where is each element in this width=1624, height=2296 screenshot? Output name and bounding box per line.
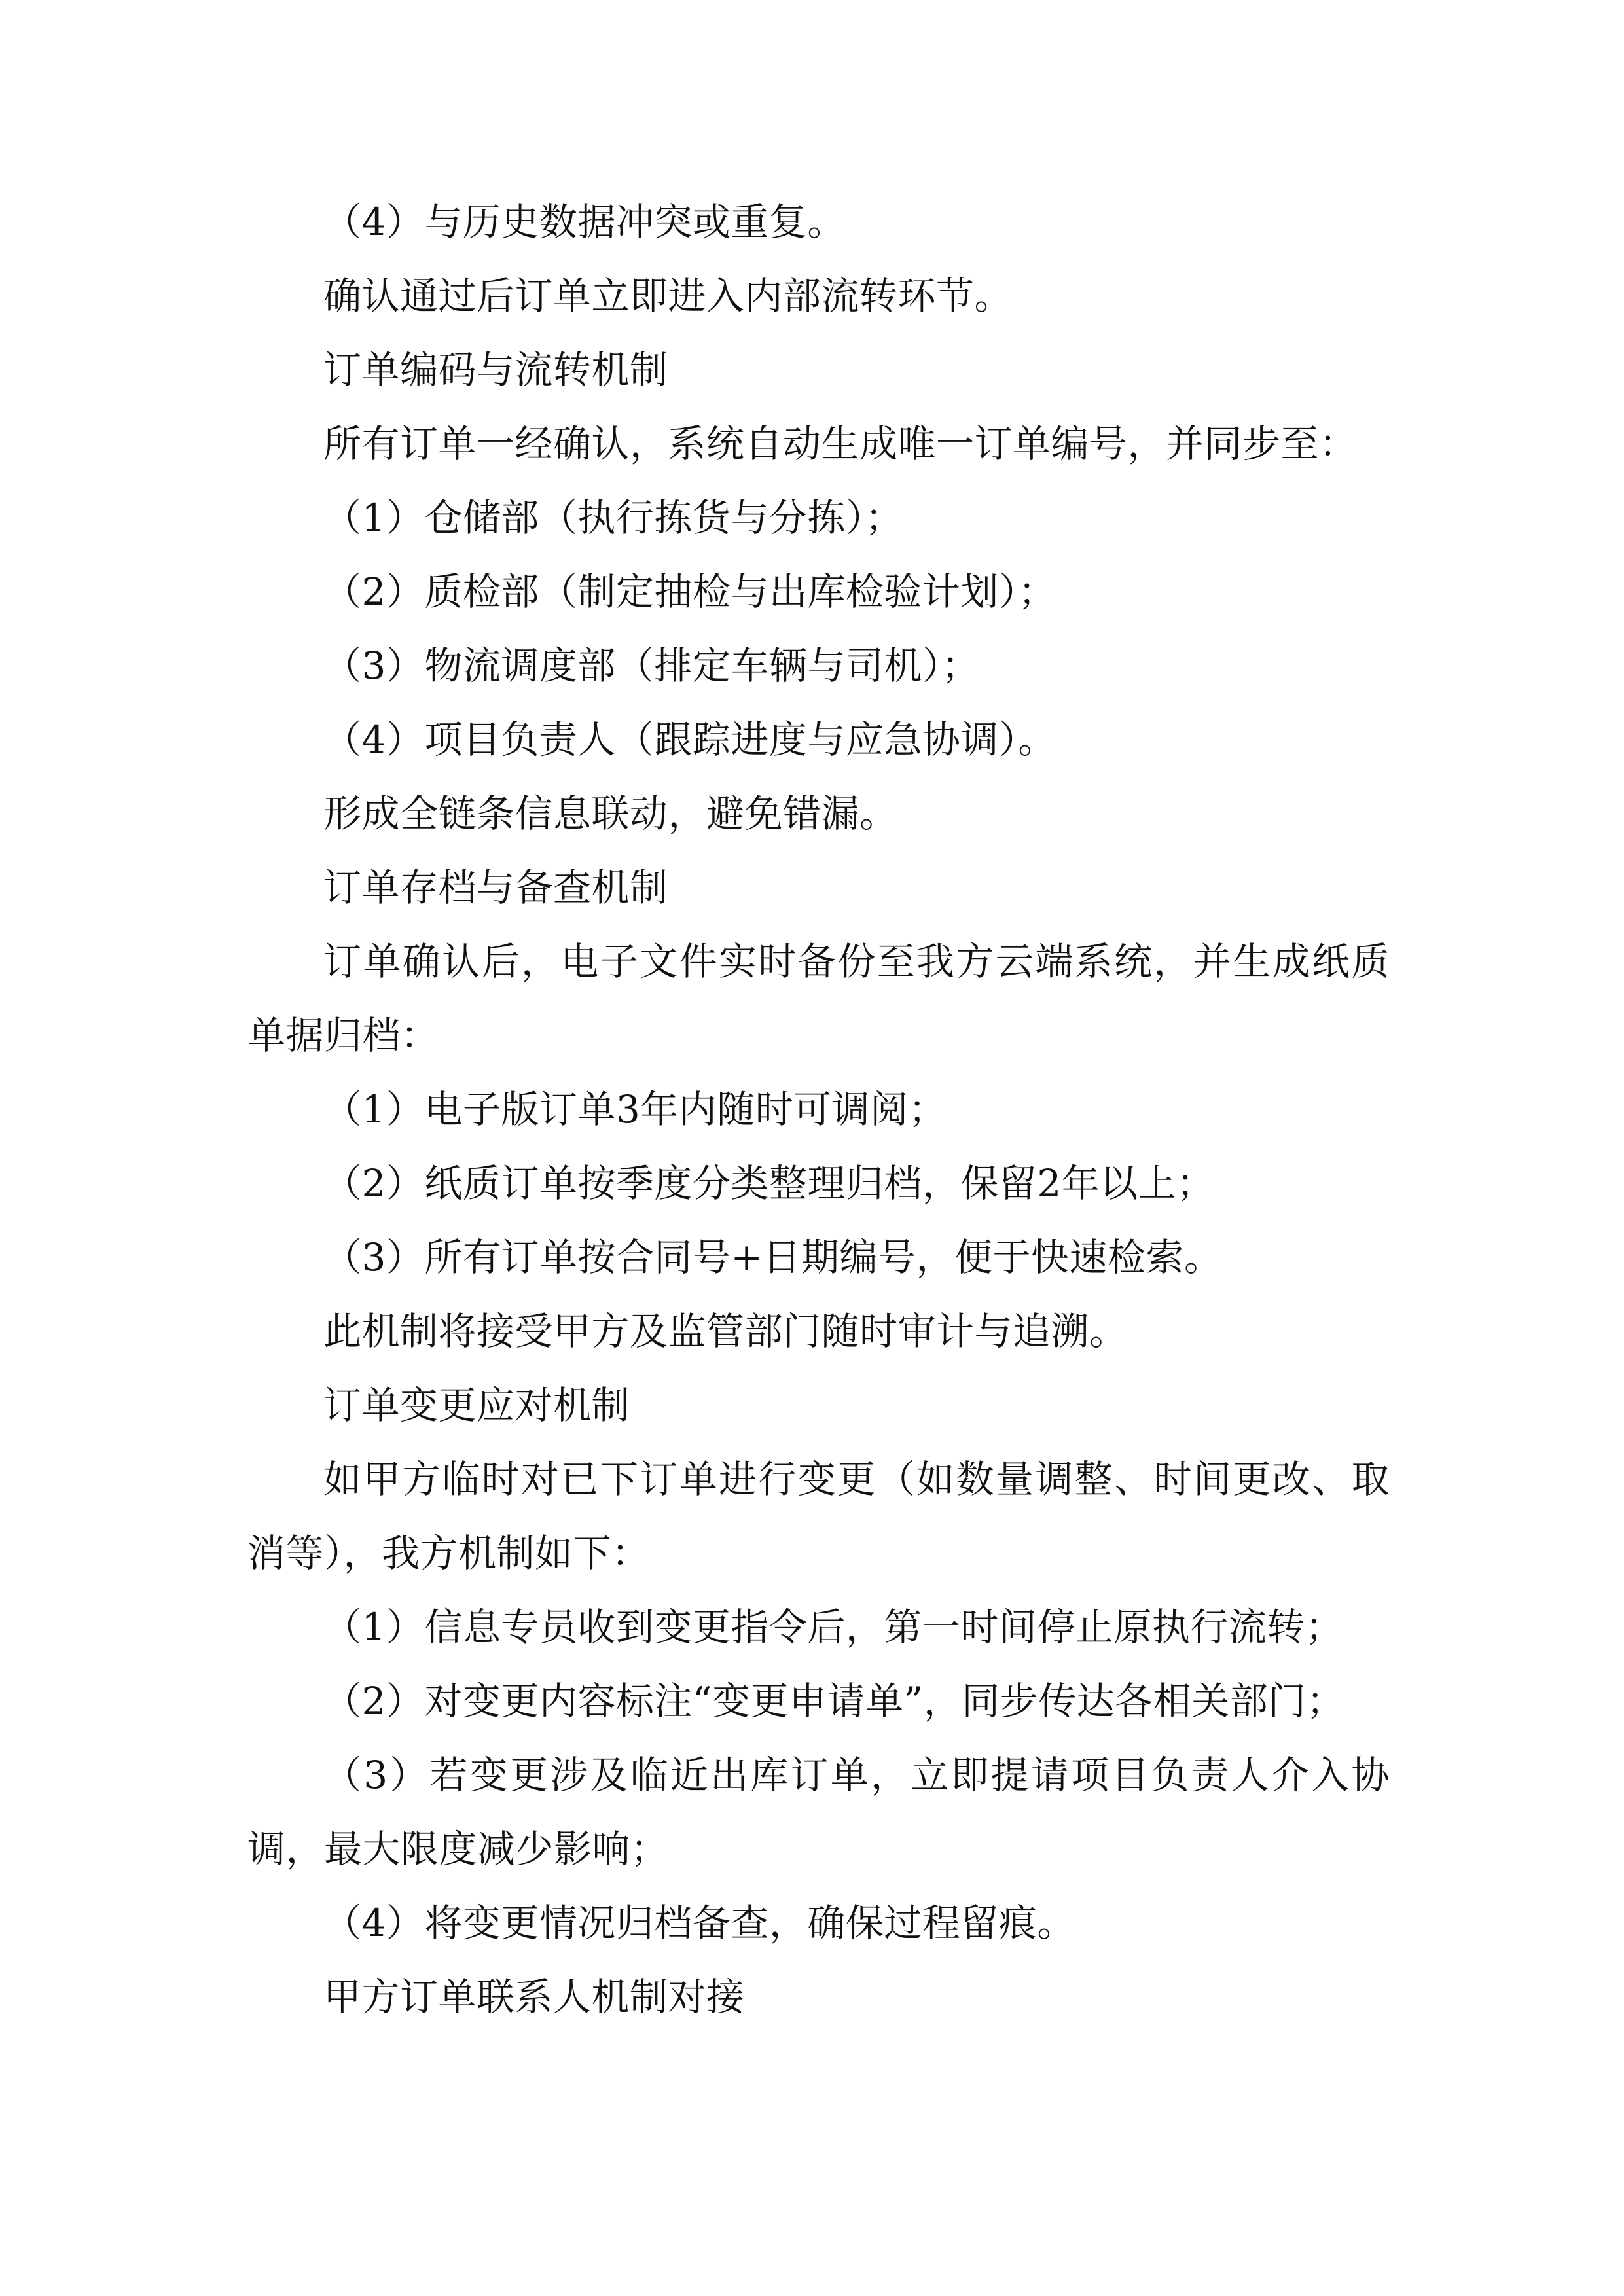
section-heading-order-archive: 订单存档与备查机制 bbox=[323, 865, 668, 910]
list-item-change-form: （2）对变更内容标注“变更申请单”，同步传达各相关部门； bbox=[323, 1679, 1345, 1723]
list-item-stop-flow: （1）信息专员收到变更指令后，第一时间停止原执行流转； bbox=[323, 1605, 1344, 1649]
list-item-archive-change: （4）将变更情况归档备查，确保过程留痕。 bbox=[323, 1901, 1075, 1945]
list-item-electronic-retention: （1）电子版订单3年内随时可调阅； bbox=[323, 1087, 947, 1132]
document-body bbox=[247, 185, 1390, 2034]
paragraph-archive-backup: 订单确认后，电子文件实时备份至我方云端系统，并生成纸质单据归档： bbox=[247, 939, 1390, 1058]
paragraph-information-linkage: 形成全链条信息联动，避免错漏。 bbox=[323, 791, 898, 836]
list-item-escalation: （3）若变更涉及临近出库订单，立即提请项目负责人介入协调，最大限度减少影响； bbox=[247, 1753, 1390, 1871]
list-item-contract-numbering: （3）所有订单按合同号+日期编号，便于快速检索。 bbox=[323, 1235, 1223, 1280]
paragraph-audit-trace: 此机制将接受甲方及监管部门随时审计与追溯。 bbox=[323, 1309, 1128, 1354]
paragraph-confirmation-flow: 确认通过后订单立即进入内部流转环节。 bbox=[323, 274, 1013, 318]
section-heading-contact-mechanism: 甲方订单联系人机制对接 bbox=[323, 1975, 745, 2019]
list-item-project-lead: （4）项目负责人（跟踪进度与应急协调）。 bbox=[323, 717, 1056, 762]
section-heading-order-change: 订单变更应对机制 bbox=[323, 1383, 630, 1427]
paragraph-order-number-sync: 所有订单一经确认，系统自动生成唯一订单编号，并同步至： bbox=[323, 422, 1358, 466]
list-item-history-conflict: （4）与历史数据冲突或重复。 bbox=[323, 200, 846, 244]
paragraph-change-intro: 如甲方临时对已下订单进行变更（如数量调整、时间更改、取消等），我方机制如下： bbox=[247, 1457, 1390, 1575]
list-item-quality-inspection: （2）质检部（制定抽检与出库检验计划）； bbox=[323, 569, 1056, 614]
list-item-paper-retention: （2）纸质订单按季度分类整理归档，保留2年以上； bbox=[323, 1161, 1215, 1206]
list-item-logistics-dispatch: （3）物流调度部（排定车辆与司机）； bbox=[323, 643, 980, 688]
section-heading-order-coding: 订单编码与流转机制 bbox=[323, 348, 668, 392]
list-item-warehouse: （1）仓储部（执行拣货与分拣）； bbox=[323, 495, 903, 540]
